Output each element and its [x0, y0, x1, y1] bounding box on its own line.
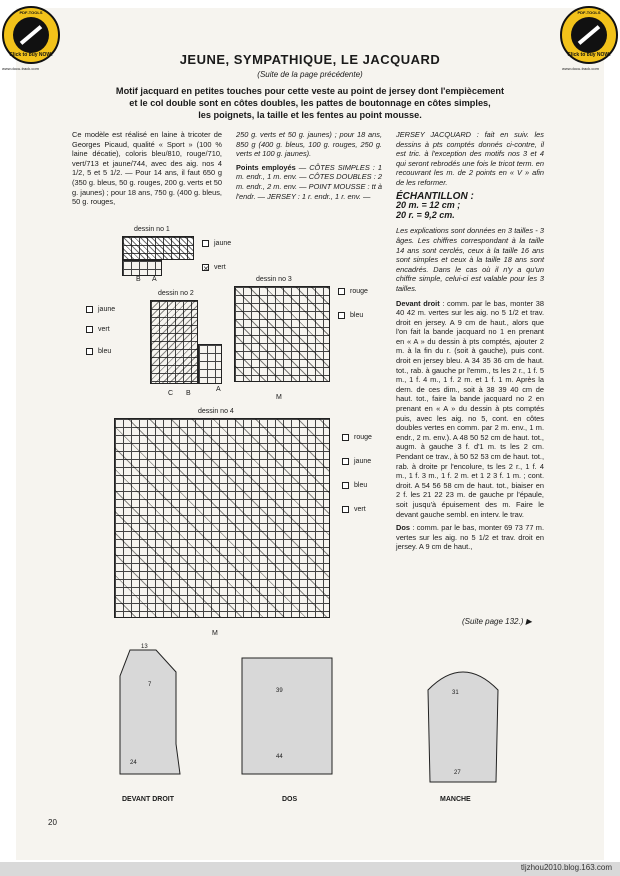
pattern-back — [232, 650, 342, 790]
badge-text: Click to buy NOW! — [9, 52, 53, 58]
legend-text: rouge — [350, 288, 368, 295]
chart-label: dessin no 1 — [134, 226, 170, 233]
gauge-line: 20 r. = 9,2 cm. — [396, 209, 455, 220]
article-title: JEUNE, SYMPATHIQUE, LE JACQUARD — [179, 52, 441, 67]
article-subtitle: (Suite de la page précédente) — [257, 70, 363, 79]
legend-item — [86, 306, 115, 313]
legend-slash-icon — [338, 288, 345, 295]
pattern-sleeve — [418, 652, 508, 792]
materials-text-cont: 250 g. verts et 50 g. jaunes) ; pour 18 ans, 850 g (400 g. bleus, 100 g. rouges, 250 g. verts et 100 g. jaunes). — [236, 130, 382, 159]
legend-slash-icon — [342, 434, 349, 441]
badge-text: Click to buy NOW! — [567, 52, 611, 58]
chart-mark: B — [136, 276, 141, 283]
legend-item — [342, 458, 371, 465]
chart-fill — [151, 301, 197, 383]
text-column-2 — [236, 130, 382, 201]
legend-item — [342, 434, 372, 441]
legend-text: jaune — [354, 458, 372, 465]
badge-site-right: www.docu-track.com — [562, 66, 599, 71]
materials-text: Ce modèle est réalisé en laine à tricoter de Georges Picaud, qualité « Sport » (100 % laine décatie), coloris bleu/810, rouge/710, vert/713 et jaune/744, avec des aig. nos 4 1/2, 5 et 5 1/2. — Pour 14 ans, il faut 650 g (350 g. bleus, 50 g. rouges, 200 g. verts et 50 g. jaunes) ; pour 18 ans, 750 g. (400 g. bleus, 50 g. rouges, — [72, 130, 222, 207]
sizes-text: Les explications sont données en 3 tailles - 3 âges. Les chiffres correspondant à la taille 14 ans sont cerclés, ceux à la taille 16 ans sont simples et ceux à la taille 18 ans sont encadrés. Dans le cas où il n'y a qu'un chiffre simple, celui-ci est valable pour les 3 tailles. — [396, 226, 544, 293]
chart-mark: C — [168, 390, 174, 397]
chart-dessin-2 — [150, 300, 198, 384]
chart-mark: A — [216, 386, 221, 393]
legend-dot-icon — [86, 306, 93, 313]
chart-label: dessin no 4 — [198, 408, 234, 415]
chart-dessin-1 — [122, 236, 194, 260]
back-heading: Dos — [396, 523, 410, 533]
legend-dot-icon — [202, 240, 209, 247]
legend-dot-icon — [342, 458, 349, 465]
legend-text: bleu — [98, 348, 112, 355]
legend-item — [202, 264, 226, 271]
legend-item — [338, 312, 363, 319]
watermark: tljzhou2010.blog.163.com — [520, 863, 612, 872]
measure: 31 — [452, 690, 459, 696]
badge-site-left: www.docu-track.com — [2, 66, 39, 71]
chart-fill — [115, 419, 329, 617]
legend-text: jaune — [214, 240, 232, 247]
legend-item — [338, 288, 368, 295]
chart-dessin-4 — [114, 418, 330, 618]
measure: 27 — [454, 770, 461, 776]
legend-cross-icon: ✕ — [203, 266, 209, 273]
legend-text: vert — [98, 326, 110, 333]
front-text: : comm. par le bas, monter 38 40 42 m. vertes sur les aig. no 5 1/2 et trav. droit en jersey. A 9 cm de haut., alors que l'on fait la bande jacquard no 1 en prenant en « A » du dessin à pts comptés, ajouter 2 m. à la fin du r. (soit à gauche), puis cont. droit en jersey bleu. A 34 35 36 cm de haut. tot., rab. à gauche pr l'emm., ts les 2 r., 1 f. 5 m., 1 f. 4 m., 1 f. 2 m. et 1 f. 1 m. Après la dern. de ces dim., soit à 38 39 40 cm de haut. tot., faire la bande jacquard no 2 en prenant en « A » du dessin à pts comptés puis, avec les aig. no 5, cont. en côtes doubles vertes en comm. par 2 m. env., 1 m. endr., 2 m. env.). A 48 50 52 cm de haut. tot., augm. à gauche 3 f. d'1 m. ts les 2 cm. Pendant ce trav., à 50 52 53 cm de haut. tot., rab. à droite pr l'encolure, ts les 2 r., 1 f. 4 m., 1 f. 3 m., 1 f. 2 m. et 1 2 3 f. 1 m. ; cont. droit. A 54 56 58 cm de haut. tot., biaiser en 2 f. les 21 22 23 m. de gauche pr l'épaule, soit jusqu'à épuisement des m. Faire le devant gauche sembl. en interv. le trav. — [396, 298, 544, 519]
chart-dessin-3 — [234, 286, 330, 382]
article-intro — [100, 85, 520, 121]
chart-dessin-2-base — [198, 344, 222, 384]
legend-text: bleu — [350, 312, 364, 319]
pattern-label: DOS — [282, 796, 298, 803]
chart-mark: A — [152, 276, 157, 283]
chart-mark: M — [276, 394, 282, 401]
pattern-front — [110, 636, 200, 786]
measure: 7 — [148, 682, 152, 688]
legend-item — [342, 506, 366, 513]
stitches-heading: Points employés — [236, 162, 296, 172]
chart-mark: B — [186, 390, 191, 397]
pattern-label: MANCHE — [440, 796, 471, 803]
legend-text: vert — [354, 506, 366, 513]
legend-text: bleu — [354, 482, 368, 489]
pattern-label: DEVANT DROIT — [122, 796, 174, 803]
jacquard-text: JERSEY JACQUARD : fait en suiv. les dessins à pts comptés donnés ci-contre, il est tric. à l'exception des motifs nos 3 et 4 qui seront rebrodés une fois le tricot term. en recouvrant les m. de 2 points en « V » afin de les reformer. — [396, 130, 544, 187]
badge-ring-text: PDF-TOOLS — [577, 10, 601, 15]
text-column-1 — [72, 130, 222, 207]
page-number: 20 — [48, 818, 57, 827]
badge-ring-text: PDF-TOOLS — [19, 10, 43, 15]
legend-item — [86, 326, 110, 333]
legend-item — [202, 240, 231, 247]
legend-text: vert — [214, 264, 226, 271]
intro-line: et le col double sont en côtes doubles, les pattes de boutonnage en côtes simples, — [129, 98, 491, 108]
chart-label: dessin no 3 — [256, 276, 292, 283]
legend-item — [86, 348, 111, 355]
legend-empty-icon — [342, 482, 349, 489]
chart-mark: M — [212, 630, 218, 637]
legend-empty-icon — [338, 312, 345, 319]
measure: 24 — [130, 760, 137, 766]
legend-empty-icon — [86, 348, 93, 355]
intro-line: les poignets, la taille et les fentes au point mousse. — [198, 110, 422, 120]
legend-item — [342, 482, 367, 489]
gauge-heading: ÉCHANTILLON : — [396, 190, 474, 202]
continued-note: (Suite page 132.) ▶ — [462, 617, 532, 626]
measure: 44 — [276, 754, 283, 760]
chart-fill — [123, 237, 193, 259]
stitches-text: — CÔTES SIMPLES : 1 m. endr., 1 m. env. — CÔTES DOUBLES : 2 m. endr., 2 m. env. — POINT MOUSSE : tt à l'endr. — JERSEY : 1 r. endr., 1 r. env. — — [236, 162, 383, 201]
back-text: : comm. par le bas, monter 69 73 77 m. vertes sur les aig. no 5 1/2 et trav. droit en jersey. A 9 cm de haut., — [396, 523, 544, 552]
text-column-3 — [396, 130, 544, 552]
measure: 13 — [141, 644, 148, 650]
legend-cross-icon — [86, 326, 93, 333]
footer-bar — [0, 862, 620, 876]
intro-line: Motif jacquard en petites touches pour cette veste au point de jersey dont l'empiècement — [115, 86, 505, 96]
legend-text: jaune — [98, 306, 116, 313]
gauge-line: 20 m. = 12 cm ; — [396, 200, 461, 211]
front-heading: Devant droit — [396, 298, 440, 308]
legend-cross-icon — [342, 506, 349, 513]
chart-fill — [235, 287, 329, 381]
measure: 39 — [276, 688, 283, 694]
chart-dessin-1-base — [122, 260, 162, 276]
chart-label: dessin no 2 — [158, 290, 194, 297]
legend-text: rouge — [354, 434, 372, 441]
